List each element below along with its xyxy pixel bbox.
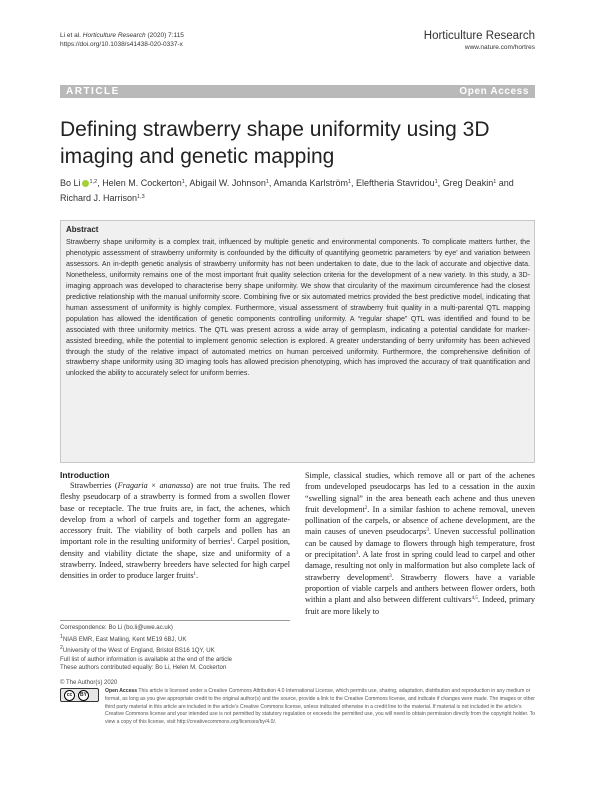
article-title: Defining strawberry shape uniformity using 3D imaging and genetic mapping — [60, 118, 490, 168]
article-type-label: ARTICLE — [66, 86, 120, 97]
article-type-bar — [60, 85, 535, 98]
affiliation-1: $^1$NIAB EMR, East Malling, Kent ME19 6BJ, UK — [60, 633, 187, 643]
reference-link[interactable]: 1 — [193, 572, 197, 578]
affiliation-marker: 1 — [434, 179, 438, 185]
journal-url[interactable]: www.nature.com/hortres — [464, 44, 535, 51]
author-name[interactable]: Amanda Karlström — [273, 178, 348, 188]
author-name[interactable]: Greg Deakin — [442, 178, 494, 188]
footnote-divider — [60, 620, 290, 621]
journal-name: Horticulture Research — [423, 30, 535, 42]
correspondence-line: Correspondence: Bo Li (bo.li@uwe.ac.uk) — [60, 624, 173, 631]
reference-link[interactable]: 3 — [426, 528, 429, 534]
author-name[interactable]: Bo Li — [60, 178, 81, 188]
affiliation-marker: 1,2 — [89, 179, 98, 185]
footnote — [60, 624, 292, 673]
open-access-label: Open Access — [459, 86, 529, 97]
orcid-icon[interactable] — [82, 180, 89, 187]
author-info-note: Full list of author information is available at the end of the article — [60, 655, 233, 663]
affiliation-marker: 1 — [265, 179, 269, 185]
author-name[interactable]: Abigail W. Johnson — [189, 178, 266, 188]
author-name[interactable]: Richard J. Harrison — [60, 193, 138, 203]
cc-logo-icon: cc — [64, 690, 75, 701]
equal-contribution-note: These authors contributed equally: Bo Li, Helen M. Cockerton — [60, 664, 227, 672]
reference-link[interactable]: 4,5 — [471, 596, 478, 602]
body-column-left — [60, 480, 290, 582]
affiliation-2: $^2$University of the West of England, Bristol BS16 1QY, UK — [60, 645, 215, 655]
citation-journal: Horticulture Research — [82, 32, 146, 39]
intro-paragraph-1: Strawberries (Fragaria × ananassa) are not true fruits. The red fleshy pseudocarp of a strawberry is formed from a swollen flower base or receptacle. The true fruits are, in fact, the achenes, which develop from a whorl of carpels and together form an aggregate-accessory fruit. The viability of both carpels and pollen has an important role in the resulting uniformity of berries$^1$. Carpel position, density and viability dictate the shape, size and uniformity of a strawberry. Indeed, strawberry breeders have selected for high carpel densities in order to produce larger fruits$^1$. — [60, 481, 290, 581]
abstract-heading: Abstract — [66, 225, 99, 234]
citation-line — [60, 32, 184, 40]
doi-link[interactable]: https://doi.org/10.1038/s41438-020-0337-x — [60, 41, 183, 48]
author-name[interactable]: Helen M. Cockerton — [102, 178, 182, 188]
license-text: Open Access This article is licensed under a Creative Commons Attribution 4.0 International License, which permits use, sharing, adaptation, distribution and reproduction in any medium or format, as long as you give appropriate credit to the original author(s) and the source, provide a link to the Creative Commons license, and indicate if changes were made. The images or other third party material in this article are included in the article’s Creative Commons license, unless indicated otherwise in a credit line to the material. If material is not included in the article’s Creative Commons license and your intended use is not permitted by statutory regulation or exceeds the permitted use, you will need to obtain permission directly from the copyright holder. To view a copy of this license, visit http://creativecommons.org/licenses/by/4.0/. — [105, 688, 535, 725]
intro-paragraph-2: Simple, classical studies, which remove all or part of the achenes from undeveloped pseudocarps has led to a cessation in the auxin “swelling signal” in the area beneath each achene and thus uneven fruit development$^2$. In a similar fashion to achene removal, uneven pollination of the carpels, or absence of achene development, are the main causes of uneven pseudocarps$^3$. Uneven successful pollination can be caused by damage to flowers through high temperature, frost or precipitation$^3$. A late frost in spring could lead to carpel and other damage, resulting not only in malformation but also complete lack of strawberry development$^3$. Strawberry flowers have a variable proportion of viable carpels and anthers between flower orders, both within a plant and also between different cultivars$^{4,5}$. Indeed, primary fruit are more likely to — [305, 471, 536, 616]
affiliation-marker: 1 — [347, 179, 352, 185]
by-attribution-icon: BY — [78, 690, 89, 701]
reference-link[interactable]: 3 — [355, 551, 359, 557]
creative-commons-icon[interactable] — [60, 688, 99, 702]
reference-link[interactable]: 1 — [230, 538, 233, 544]
affiliation-marker: 1 — [493, 179, 497, 185]
abstract-text: Strawberry shape uniformity is a complex trait, influenced by multiple genetic and environmental components. To complicate matters further, the phenotypic assessment of strawberry uniformity is confounded by the difficulty of quantifying geometric parameters ‘by eye’ and variation between assessors. An in-depth genetic analysis of strawberry uniformity has not been undertaken to date, due to the lack of accurate and objective data. Nonetheless, uniformity remains one of the most important fruit quality selection criteria for the development of a new variety. In this study, a 3D-imaging approach was developed to characterise berry shape uniformity. We show that circularity of the maximum circumference had the closest predictive relationship with the manual uniformity score. Combining five or six automated metrics provided the best predictive model, indicating that human assessment of uniformity is highly complex. Furthermore, visual assessment of strawberry fruit quality in a multi-parental QTL mapping population has allowed the identification of genetic components controlling uniformity. A “regular shape” QTL was identified and found to be associated with three uniformity metrics. The QTL was present across a wide array of germplasm, indicating a potential candidate for marker-assisted breeding, while the potential to implement genomic selection is explored. A greater understanding of berry uniformity has been achieved through the study of the relative impact of automated metrics on human perceived uniformity. Furthermore, the comprehensive definition of strawberry shape uniformity using 3D imaging tools has allowed precision phenotyping, which has improved the accuracy of trait quantification and unlocked the ability to accurately select for uniform berries. — [66, 239, 530, 378]
citation-authors: Li et al. — [60, 32, 81, 39]
citation-volume: (2020) 7:115 — [145, 32, 184, 39]
abstract-box — [60, 220, 535, 463]
correspondence-email[interactable]: bo.li@uwe.ac.uk — [126, 624, 171, 631]
section-heading-introduction: Introduction — [60, 470, 110, 480]
affiliation-marker: 1 — [181, 179, 185, 185]
author-name[interactable]: Eleftheria Stavridou — [356, 178, 435, 188]
reference-link[interactable]: 3 — [389, 573, 392, 579]
reference-link[interactable]: 2 — [364, 505, 368, 511]
author-list: Bo Li $^{1,2}$, Helen M. Cockerton$^1$, Abigail W. Johnson$^1$, Amanda Karlström$^1$, Eleftheria Stavridou$^1$, Greg Deakin$^1$ and Richard J. Harrison$^{1,3}$ — [60, 178, 514, 203]
affiliation-marker: 1,3 — [137, 194, 145, 200]
copyright-line: © The Author(s) 2020 — [60, 680, 118, 686]
body-column-right — [305, 470, 535, 617]
